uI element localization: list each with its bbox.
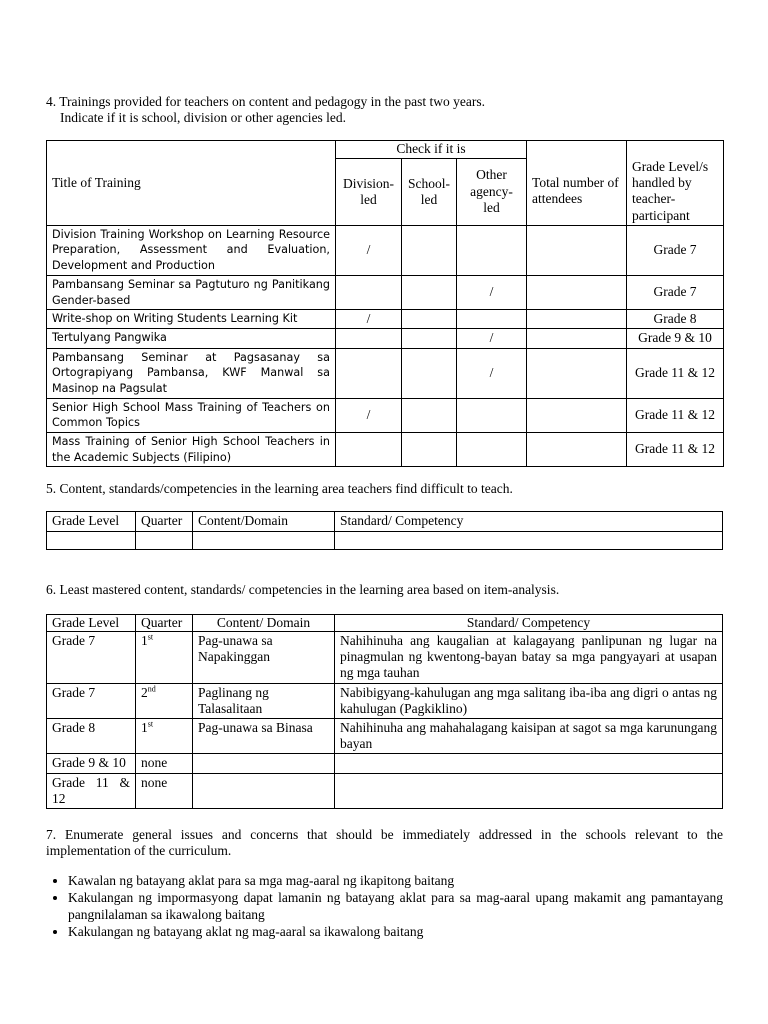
quarter — [136, 683, 193, 718]
table-row — [47, 329, 724, 348]
content-domain: Paglinang ng Talasalitaan — [193, 683, 335, 718]
training-title: Pambansang Seminar at Pagsasanay sa Ortograpiyang Pambansa, KWF Manwal sa Masinop na Pagsulat — [47, 348, 336, 398]
grade-level: Grade 9 & 10 — [47, 754, 136, 773]
standard-competency: Nabibigyang-kahulugan ang mga salitang iba-iba ang digri o antas ng kahulugan (Pagkiklino) — [335, 683, 723, 718]
total-attendees — [527, 225, 627, 275]
question-4 — [46, 94, 723, 126]
total-attendees — [527, 275, 627, 309]
question-6-text: 6. Least mastered content, standards/ competencies in the learning area based on item-analysis. — [46, 581, 560, 597]
school-led-check — [402, 329, 457, 348]
table-row — [47, 310, 724, 329]
standard-competency — [335, 754, 723, 773]
other-agency-led-check: / — [457, 275, 527, 309]
other-agency-led-check: / — [457, 329, 527, 348]
quarter — [136, 718, 193, 753]
school-led-check — [402, 225, 457, 275]
question-5 — [46, 481, 723, 497]
school-led-check — [402, 348, 457, 398]
training-title: Senior High School Mass Training of Teachers on Common Topics — [47, 398, 336, 432]
q6-header-quarter: Quarter — [136, 614, 193, 631]
other-agency-led-check — [457, 432, 527, 466]
school-led-check — [402, 310, 457, 329]
header-division-led: Division-led — [336, 158, 402, 225]
list-item: • Kakulangan ng batayang aklat ng mag-aaral sa ikawalong baitang — [68, 924, 723, 940]
table-row — [47, 398, 724, 432]
table-cell — [47, 531, 136, 549]
difficult-topics-table — [46, 511, 723, 549]
table-cell — [136, 531, 193, 549]
division-led-check: / — [336, 398, 402, 432]
q6-header-standard: Standard/ Competency — [335, 614, 723, 631]
content-domain: Pag-unawa sa Binasa — [193, 718, 335, 753]
total-attendees — [527, 310, 627, 329]
header-empty-top2 — [627, 141, 724, 158]
table-cell — [193, 531, 335, 549]
question-4-line2: Indicate if it is school, division or other agencies led. — [60, 110, 347, 126]
header-other-agency-led: Other agency-led — [457, 158, 527, 225]
q5-header-quarter: Quarter — [136, 512, 193, 531]
division-led-check: / — [336, 225, 402, 275]
table-row — [47, 614, 723, 631]
quarter-number: 1 — [141, 633, 148, 648]
grade-level: Grade 7 — [627, 225, 724, 275]
table-row — [47, 275, 724, 309]
quarter-ordinal-suffix: nd — [147, 684, 156, 694]
standard-competency: Nahihinuha ang mahahalagang kaisipan at sagot sa mga karunungang bayan — [335, 718, 723, 753]
grade-level: Grade 7 — [47, 683, 136, 718]
school-led-check — [402, 275, 457, 309]
trainings-table — [46, 140, 724, 467]
header-school-led: School-led — [402, 158, 457, 225]
grade-level: Grade 7 — [47, 632, 136, 684]
list-item: • Kakulangan ng impormasyong dapat lamanin ng batayang aklat para sa mag-aaral upang makamit ang pamantayang pangnilalaman sa ikawalong baitang — [68, 890, 723, 922]
q6-header-grade: Grade Level — [47, 614, 136, 631]
q5-header-content: Content/Domain — [193, 512, 335, 531]
document-page — [46, 94, 723, 941]
list-item: • Kawalan ng batayang aklat para sa mga mag-aaral ng ikapitong baitang — [68, 873, 723, 889]
grade-level: Grade 11 & 12 — [627, 348, 724, 398]
table-row — [47, 225, 724, 275]
question-7 — [46, 827, 723, 859]
grade-level: Grade 11 & 12 — [627, 398, 724, 432]
question-6 — [46, 582, 723, 598]
quarter-number: none — [141, 774, 168, 790]
grade-level: Grade 7 — [627, 275, 724, 309]
division-led-check: / — [336, 310, 402, 329]
header-empty-top — [527, 141, 627, 158]
least-mastered-table — [46, 614, 723, 809]
grade-level: Grade 11 & 12 — [627, 432, 724, 466]
training-title: Mass Training of Senior High School Teachers in the Academic Subjects (Filipino) — [47, 432, 336, 466]
training-title: Division Training Workshop on Learning Resource Preparation, Assessment and Evaluation, Development and Production — [47, 225, 336, 275]
table-row — [47, 512, 723, 531]
grade-level: Grade 11 & 12 — [47, 773, 136, 808]
quarter — [136, 632, 193, 684]
other-agency-led-check — [457, 225, 527, 275]
division-led-check — [336, 348, 402, 398]
quarter — [136, 754, 193, 773]
grade-level: Grade 9 & 10 — [627, 329, 724, 348]
least-mastered-body — [47, 632, 723, 809]
issues-list — [46, 873, 723, 940]
quarter-ordinal-suffix: st — [147, 719, 154, 729]
other-agency-led-check: / — [457, 348, 527, 398]
other-agency-led-check — [457, 398, 527, 432]
question-7-text: 7. Enumerate general issues and concerns that should be immediately addressed in the schools relevant to the implementation of the curriculum. — [46, 826, 723, 859]
table-row — [47, 773, 723, 808]
header-grade-levels: Grade Level/s handled by teacher-participant — [627, 158, 724, 225]
trainings-body — [47, 225, 724, 466]
content-domain — [193, 754, 335, 773]
q5-header-standard: Standard/ Competency — [335, 512, 723, 531]
quarter-ordinal-suffix: st — [147, 632, 154, 642]
division-led-check — [336, 275, 402, 309]
standard-competency — [335, 773, 723, 808]
question-4-line1: 4. Trainings provided for teachers on content and pedagogy in the past two years. — [46, 94, 486, 109]
table-row — [47, 683, 723, 718]
school-led-check — [402, 432, 457, 466]
training-title: Pambansang Seminar sa Pagtuturo ng Panitikang Gender-based — [47, 275, 336, 309]
q5-header-grade: Grade Level — [47, 512, 136, 531]
q6-header-content: Content/ Domain — [193, 614, 335, 631]
quarter-number: 1 — [141, 719, 148, 735]
training-title: Tertulyang Pangwika — [47, 329, 336, 348]
quarter — [136, 773, 193, 808]
total-attendees — [527, 432, 627, 466]
grade-level: Grade 8 — [47, 718, 136, 753]
table-row — [47, 531, 723, 549]
header-title-of-training: Title of Training — [47, 141, 336, 225]
question-5-text: 5. Content, standards/competencies in the learning area teachers find difficult to teach. — [46, 481, 513, 497]
quarter-number: none — [141, 755, 168, 771]
content-domain: Pag-unawa sa Napakinggan — [193, 632, 335, 684]
total-attendees — [527, 398, 627, 432]
other-agency-led-check — [457, 310, 527, 329]
table-row — [47, 718, 723, 753]
table-row — [47, 348, 724, 398]
table-cell — [335, 531, 723, 549]
total-attendees — [527, 329, 627, 348]
division-led-check — [336, 432, 402, 466]
division-led-check — [336, 329, 402, 348]
table-row — [47, 432, 724, 466]
header-total-attendees: Total number of attendees — [527, 158, 627, 225]
school-led-check — [402, 398, 457, 432]
standard-competency: Nahihinuha ang kaugalian at kalagayang panlipunan ng lugar na pinagmulan ng kwentong-bayan batay sa mga pangyayari at usapan ng mga tauhan — [335, 632, 723, 684]
table-row — [47, 754, 723, 773]
total-attendees — [527, 348, 627, 398]
quarter-number: 2 — [141, 684, 148, 700]
content-domain — [193, 773, 335, 808]
header-check-if: Check if it is — [336, 141, 527, 158]
table-row — [47, 632, 723, 684]
training-title: Write-shop on Writing Students Learning Kit — [47, 310, 336, 329]
grade-level: Grade 8 — [627, 310, 724, 329]
